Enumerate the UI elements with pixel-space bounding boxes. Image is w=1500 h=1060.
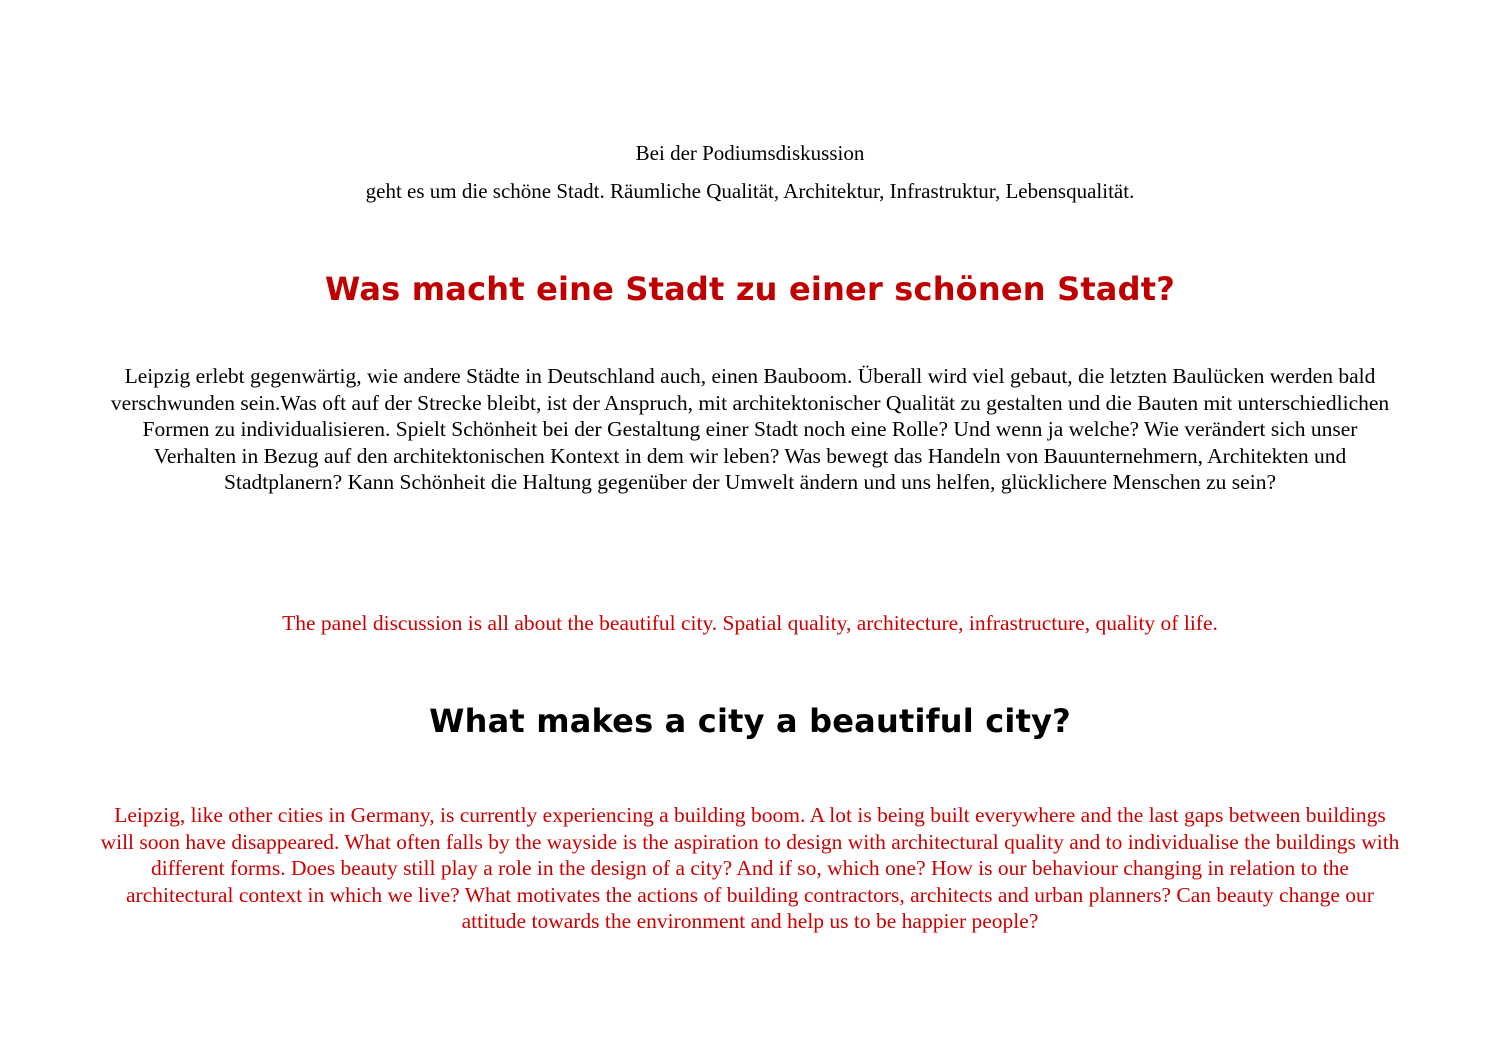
german-paragraph: Leipzig erlebt gegenwärtig, wie andere Städte in Deutschland auch, einen Bauboom. Überall wird viel gebaut, die letzten Baulücken werden bald verschwunden sein.Was oft auf der Strecke bleibt, ist der Anspruch, mit architektonischer Qualität zu gestalten und die Bauten mit unterschiedlichen Formen zu individualisieren. Spielt Schönheit bei der Gestaltung einer Stadt noch eine Rolle? Und wenn ja welche? Wie verändert sich unser Verhalten in Bezug auf den architektonischen Kontext in dem wir leben? Was bewegt das Handeln von Bauunternehmern, Architekten und Stadtplanern? Kann Schönheit die Haltung gegenüber der Umwelt ändern und uns helfen, glücklichere Menschen zu sein? — [110, 364, 1390, 495]
english-paragraph: Leipzig, like other cities in Germany, is currently experiencing a building boom. A lot is being built everywhere and the last gaps between buildings will soon have disappeared. What often falls by the wayside is the aspiration to design with architectural quality and to individualise the buildings with different forms. Does beauty still play a role in the design of a city? And if so, which one? How is our behaviour changing in relation to the architectural context in which we live? What motivates the actions of building contractors, architects and urban planners? Can beauty change our attitude towards the environment and help us to be happier people? — [100, 803, 1400, 934]
german-heading: Was macht eine Stadt zu einer schönen Stadt? — [325, 270, 1175, 308]
german-intro-line-2: geht es um die schöne Stadt. Räumliche Qualität, Architektur, Infrastruktur, Lebensqualität. — [365, 179, 1135, 203]
german-intro-line-1: Bei der Podiumsdiskussion — [635, 141, 865, 165]
english-intro: The panel discussion is all about the beautiful city. Spatial quality, architecture, infrastructure, quality of life. — [282, 611, 1218, 635]
english-heading: What makes a city a beautiful city? — [429, 702, 1071, 740]
